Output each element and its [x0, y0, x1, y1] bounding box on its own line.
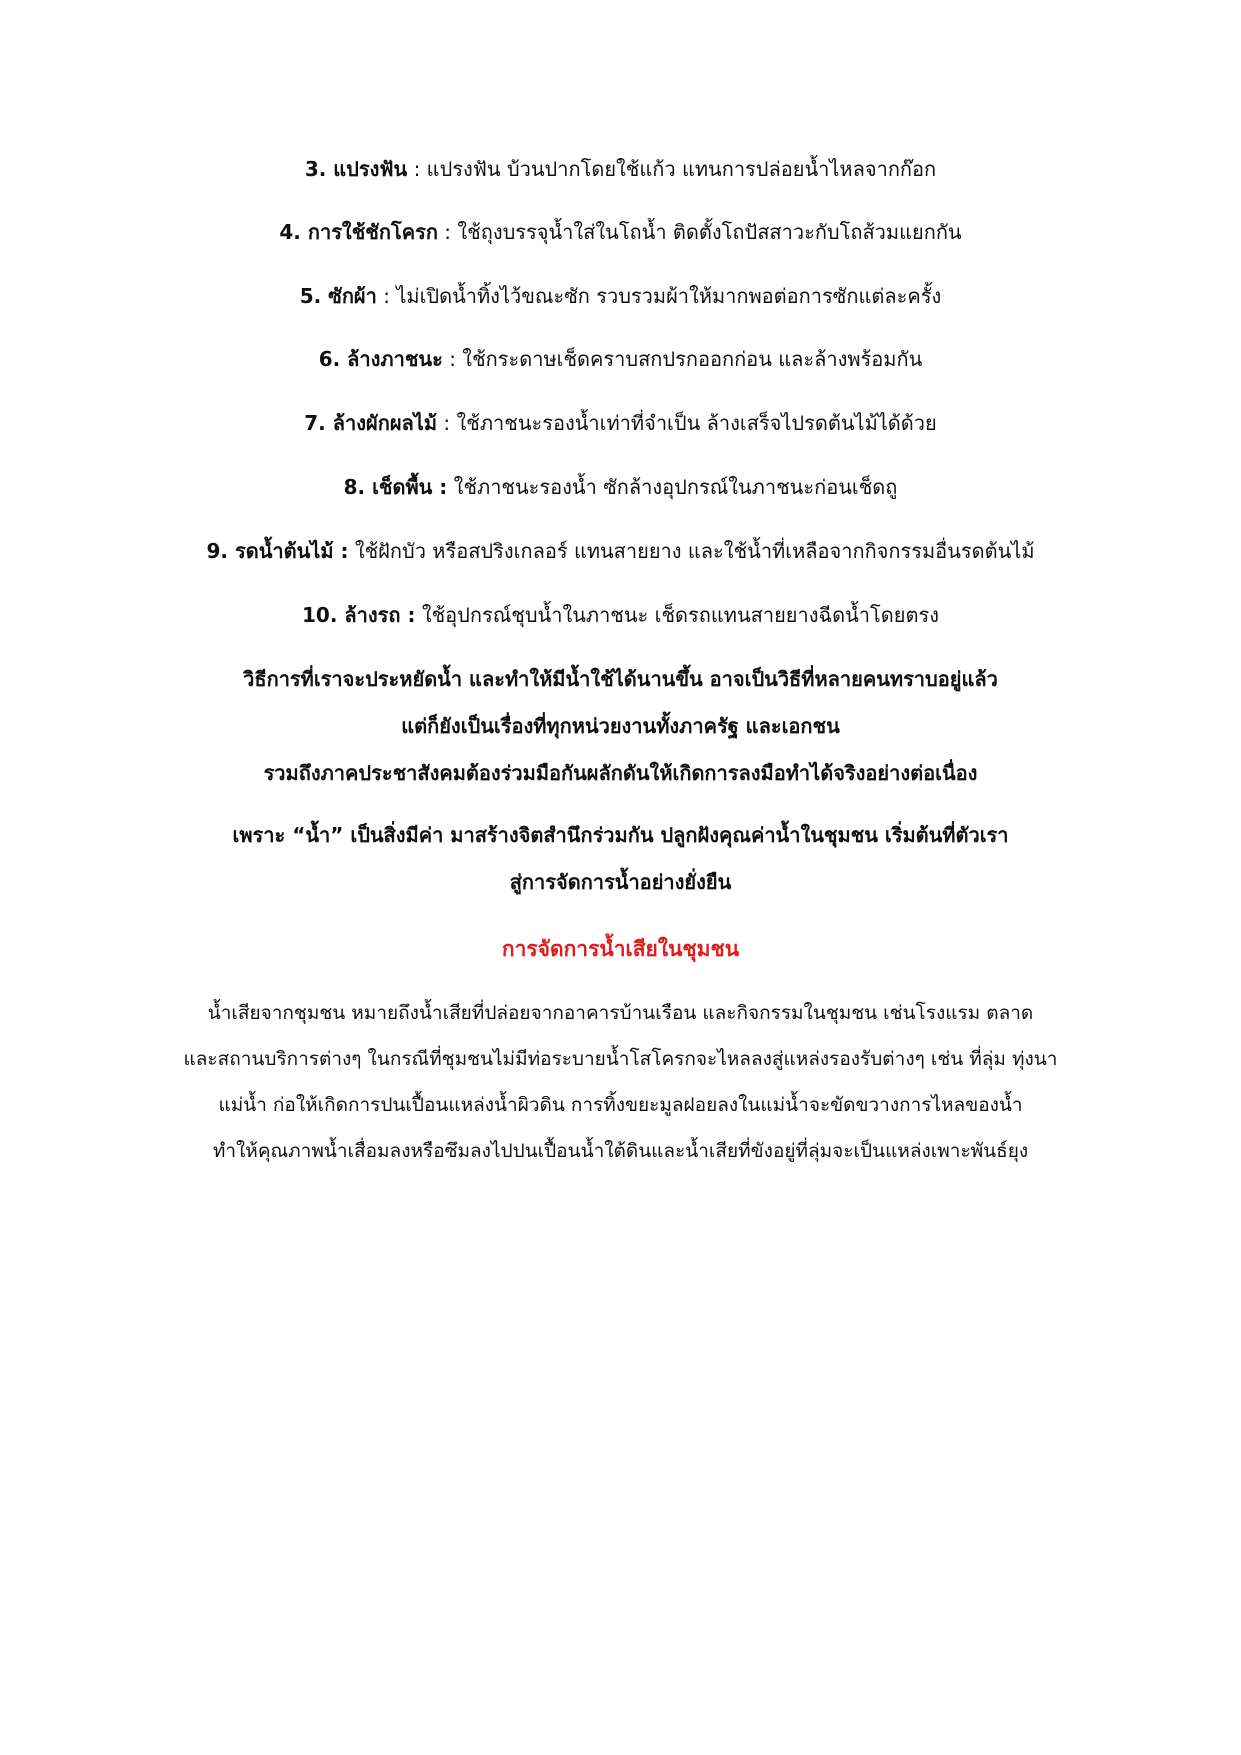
tip-label: 6. ล้างภาชนะ [318, 347, 443, 371]
tip-laundry [0, 282, 1241, 310]
tip-separator: : [376, 284, 397, 308]
tip-washing-car [0, 601, 1241, 629]
summary-line: แต่ก็ยังเป็นเรื่องที่ทุกหน่วยงานทั้งภาครัฐ และเอกชน [401, 714, 840, 738]
tip-separator: : [437, 411, 457, 435]
tip-separator: : [437, 220, 458, 244]
tip-text: ใช้ภาชนะรองน้ำ ซักล้างอุปกรณ์ในภาชนะก่อนเช็ดถู [453, 475, 898, 499]
summary-line: รวมถึงภาคประชาสังคมต้องร่วมมือกันผลักดันให้เกิดการลงมือทำได้จริงอย่างต่อเนื่อง [263, 761, 978, 785]
tip-watering-plants [0, 537, 1241, 565]
tip-mopping-floor [0, 473, 1241, 501]
slogan-line: สู่การจัดการน้ำอย่างยั่งยืน [509, 870, 732, 894]
tip-brushing-teeth [0, 155, 1241, 183]
paragraph-line: น้ำเสียจากชุมชน หมายถึงน้ำเสียที่ปล่อยจากอาคารบ้านเรือน และกิจกรรมในชุมชน เช่นโรงแรม ตลาด [207, 1002, 1034, 1024]
tip-separator: : [407, 157, 427, 181]
tip-text: ไม่เปิดน้ำทิ้งไว้ขณะซัก รวบรวมผ้าให้มากพอต่อการซักแต่ละครั้ง [396, 284, 942, 308]
tip-toilet [0, 218, 1241, 246]
tip-text: ใช้ฝักบัว หรือสปริงเกลอร์ แทนสายยาง และใช้น้ำที่เหลือจากกิจกรรมอื่นรดต้นไม้ [354, 539, 1035, 563]
summary-paragraph [0, 656, 1241, 797]
paragraph-line: และสถานบริการต่างๆ ในกรณีที่ชุมชนไม่มีท่อระบายน้ำโสโครกจะไหลลงสู่แหล่งรองรับต่างๆ เช่น ที่ลุ่ม ทุ่งนา [183, 1048, 1058, 1070]
tip-label: 10. ล้างรถ : [302, 603, 416, 627]
tip-washing-vegetables [0, 409, 1241, 437]
tip-text: ใช้ภาชนะรองน้ำเท่าที่จำเป็น ล้างเสร็จไปรดต้นไม้ได้ด้วย [456, 411, 937, 435]
tip-label: 7. ล้างผักผลไม้ [304, 411, 438, 435]
section-heading: การจัดการน้ำเสียในชุมชน [501, 937, 740, 961]
summary-line: วิธีการที่เราจะประหยัดน้ำ และทำให้มีน้ำใช้ได้นานขึ้น อาจเป็นวิธีที่หลายคนทราบอยู่แล้ว [243, 667, 998, 691]
slogan-line: เพราะ “น้ำ” เป็นสิ่งมีค่า มาสร้างจิตสำนึกร่วมกัน ปลูกฝังคุณค่าน้ำในชุมชน เริ่มต้นที่ตัวเรา [232, 823, 1009, 847]
tip-text: ใช้กระดาษเช็ดคราบสกปรกออกก่อน และล้างพร้อมกัน [462, 347, 923, 371]
tip-label: 5. ซักผ้า [299, 284, 377, 308]
paragraph-line: แม่น้ำ ก่อให้เกิดการปนเปื้อนแหล่งน้ำผิวดิน การทิ้งขยะมูลฝอยลงในแม่น้ำจะขัดขวางการไหลของน้ำ [218, 1094, 1023, 1116]
paragraph-line: ทำให้คุณภาพน้ำเสื่อมลงหรือซึมลงไปปนเปื้อนน้ำใต้ดินและน้ำเสียที่ขังอยู่ที่ลุ่มจะเป็นแหล่งเพาะพันธ์ยุง [212, 1140, 1029, 1162]
tip-label: 4. การใช้ชักโครก [279, 220, 438, 244]
tip-separator: : [442, 347, 463, 371]
slogan-paragraph [0, 812, 1241, 906]
tip-label: 9. รดน้ำต้นไม้ : [206, 539, 349, 563]
tip-text: ใช้อุปกรณ์ชุบน้ำในภาชนะ เช็ดรถแทนสายยางฉีดน้ำโดยตรง [421, 603, 939, 627]
tip-label: 8. เช็ดพื้น : [343, 475, 448, 499]
wastewater-paragraph [0, 990, 1241, 1174]
tip-label: 3. แปรงฟัน [304, 157, 408, 181]
tip-text: แปรงฟัน บ้วนปากโดยใช้แก้ว แทนการปล่อยน้ำไหลจากก๊อก [426, 157, 937, 181]
tip-text: ใช้ถุงบรรจุน้ำใส่ในโถน้ำ ติดตั้งโถปัสสาวะกับโถส้วมแยกกัน [457, 220, 962, 244]
tip-washing-dishes [0, 345, 1241, 373]
